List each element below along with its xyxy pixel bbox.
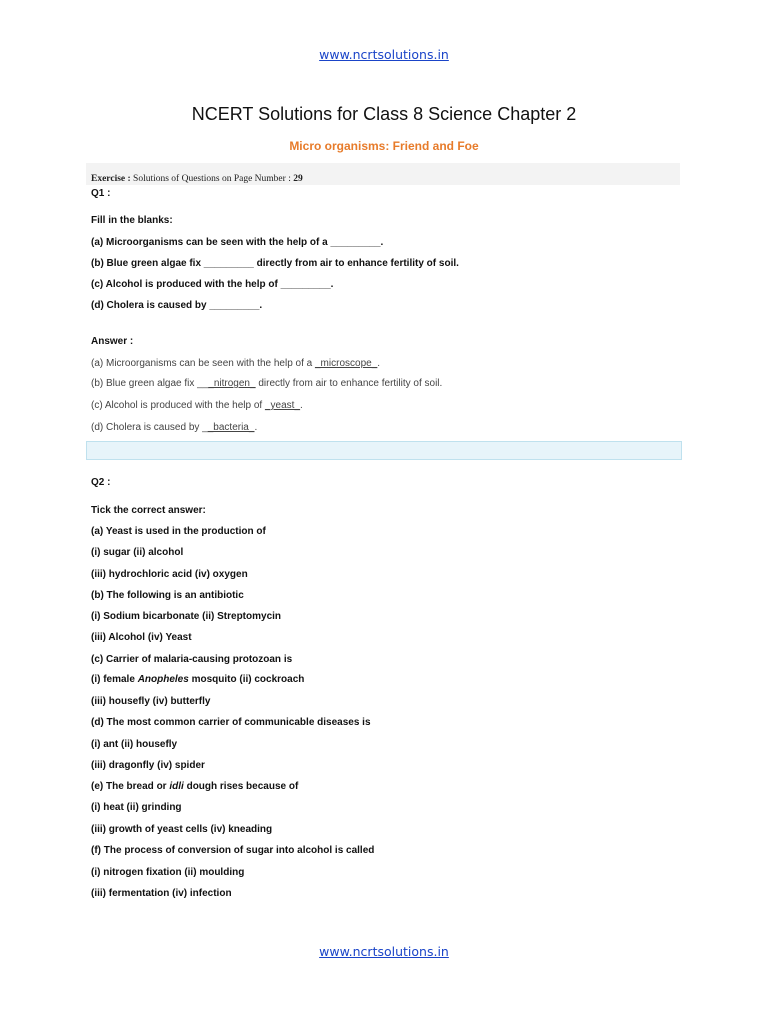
q2-line: (i) nitrogen fixation (ii) moulding xyxy=(91,867,245,878)
q1-answer-d xyxy=(91,422,257,433)
answer-text: . xyxy=(377,358,381,369)
q1-item-b: (b) Blue green algae fix _________ directly from air to enhance fertility of soil. xyxy=(91,258,459,269)
q1-answer-label: Answer : xyxy=(91,336,134,347)
answer-fill: _microscope_ xyxy=(315,358,378,369)
answer-text: (b) Blue green algae fix __ xyxy=(91,378,209,389)
answer-separator-bar xyxy=(86,441,682,460)
q2-line: (d) The most common carrier of communicable diseases is xyxy=(91,717,371,728)
q2-line: (a) Yeast is used in the production of xyxy=(91,526,266,537)
q2-label: Q2 : xyxy=(91,477,111,488)
q2-line: (i) heat (ii) grinding xyxy=(91,802,182,813)
q2-line xyxy=(91,674,304,685)
q1-item-c: (c) Alcohol is produced with the help of _________. xyxy=(91,279,334,290)
q2-line-italic: Anopheles xyxy=(137,674,189,685)
q2-line: (i) Sodium bicarbonate (ii) Streptomycin xyxy=(91,611,282,622)
site-link-bottom[interactable]: www.ncrtsolutions.in xyxy=(319,944,449,959)
q2-prompt: Tick the correct answer: xyxy=(91,505,206,516)
answer-text: (c) Alcohol is produced with the help of xyxy=(91,400,265,411)
q1-answer-c xyxy=(91,400,303,411)
q2-line: (iii) housefly (iv) butterfly xyxy=(91,696,211,707)
q1-item-d: (d) Cholera is caused by _________. xyxy=(91,300,263,311)
q2-line: (iii) hydrochloric acid (iv) oxygen xyxy=(91,569,248,580)
answer-text: (d) Cholera is caused by _ xyxy=(91,422,208,433)
q2-line-text: dough rises because of xyxy=(183,781,299,792)
q2-line-italic: idli xyxy=(169,781,184,792)
q2-line: (iii) dragonfly (iv) spider xyxy=(91,760,205,771)
chapter-subtitle: Micro organisms: Friend and Foe xyxy=(289,139,479,153)
page-title: NCERT Solutions for Class 8 Science Chapter 2 xyxy=(191,104,577,124)
answer-text: directly from air to enhance fertility of soil. xyxy=(255,378,443,389)
q2-line: (iii) growth of yeast cells (iv) kneading xyxy=(91,824,273,835)
answer-text: . xyxy=(300,400,303,411)
q2-line: (c) Carrier of malaria-causing protozoan is xyxy=(91,654,293,665)
q1-item-a: (a) Microorganisms can be seen with the help of a _________. xyxy=(91,237,384,248)
q2-line-text: (i) female xyxy=(91,674,138,685)
exercise-page-number: 29 xyxy=(293,174,303,184)
q1-answer-b xyxy=(91,378,442,389)
q2-line: (iii) fermentation (iv) infection xyxy=(91,888,232,899)
answer-fill: _nitrogen_ xyxy=(208,378,256,389)
exercise-label: Exercise : xyxy=(91,174,131,184)
q2-line: (iii) Alcohol (iv) Yeast xyxy=(91,632,192,643)
answer-fill: _yeast_ xyxy=(264,400,301,411)
answer-text: . xyxy=(254,422,258,433)
q1-prompt: Fill in the blanks: xyxy=(91,215,173,226)
q2-line: (i) ant (ii) housefly xyxy=(91,739,178,750)
q2-line: (b) The following is an antibiotic xyxy=(91,590,244,601)
q2-line: (i) sugar (ii) alcohol xyxy=(91,547,184,558)
answer-text: (a) Microorganisms can be seen with the help of a xyxy=(91,358,315,369)
q2-line-text: (e) The bread or xyxy=(91,781,170,792)
q1-answer-a xyxy=(91,358,380,369)
q2-line xyxy=(91,781,298,792)
answer-fill: _bacteria_ xyxy=(207,422,255,433)
site-link-top[interactable]: www.ncrtsolutions.in xyxy=(319,47,449,62)
q2-line-text: mosquito (ii) cockroach xyxy=(188,674,305,685)
exercise-description: Solutions of Questions on Page Number : xyxy=(130,174,294,184)
q1-label: Q1 : xyxy=(91,188,111,199)
exercise-info xyxy=(91,174,303,184)
q2-line: (f) The process of conversion of sugar into alcohol is called xyxy=(91,845,375,856)
